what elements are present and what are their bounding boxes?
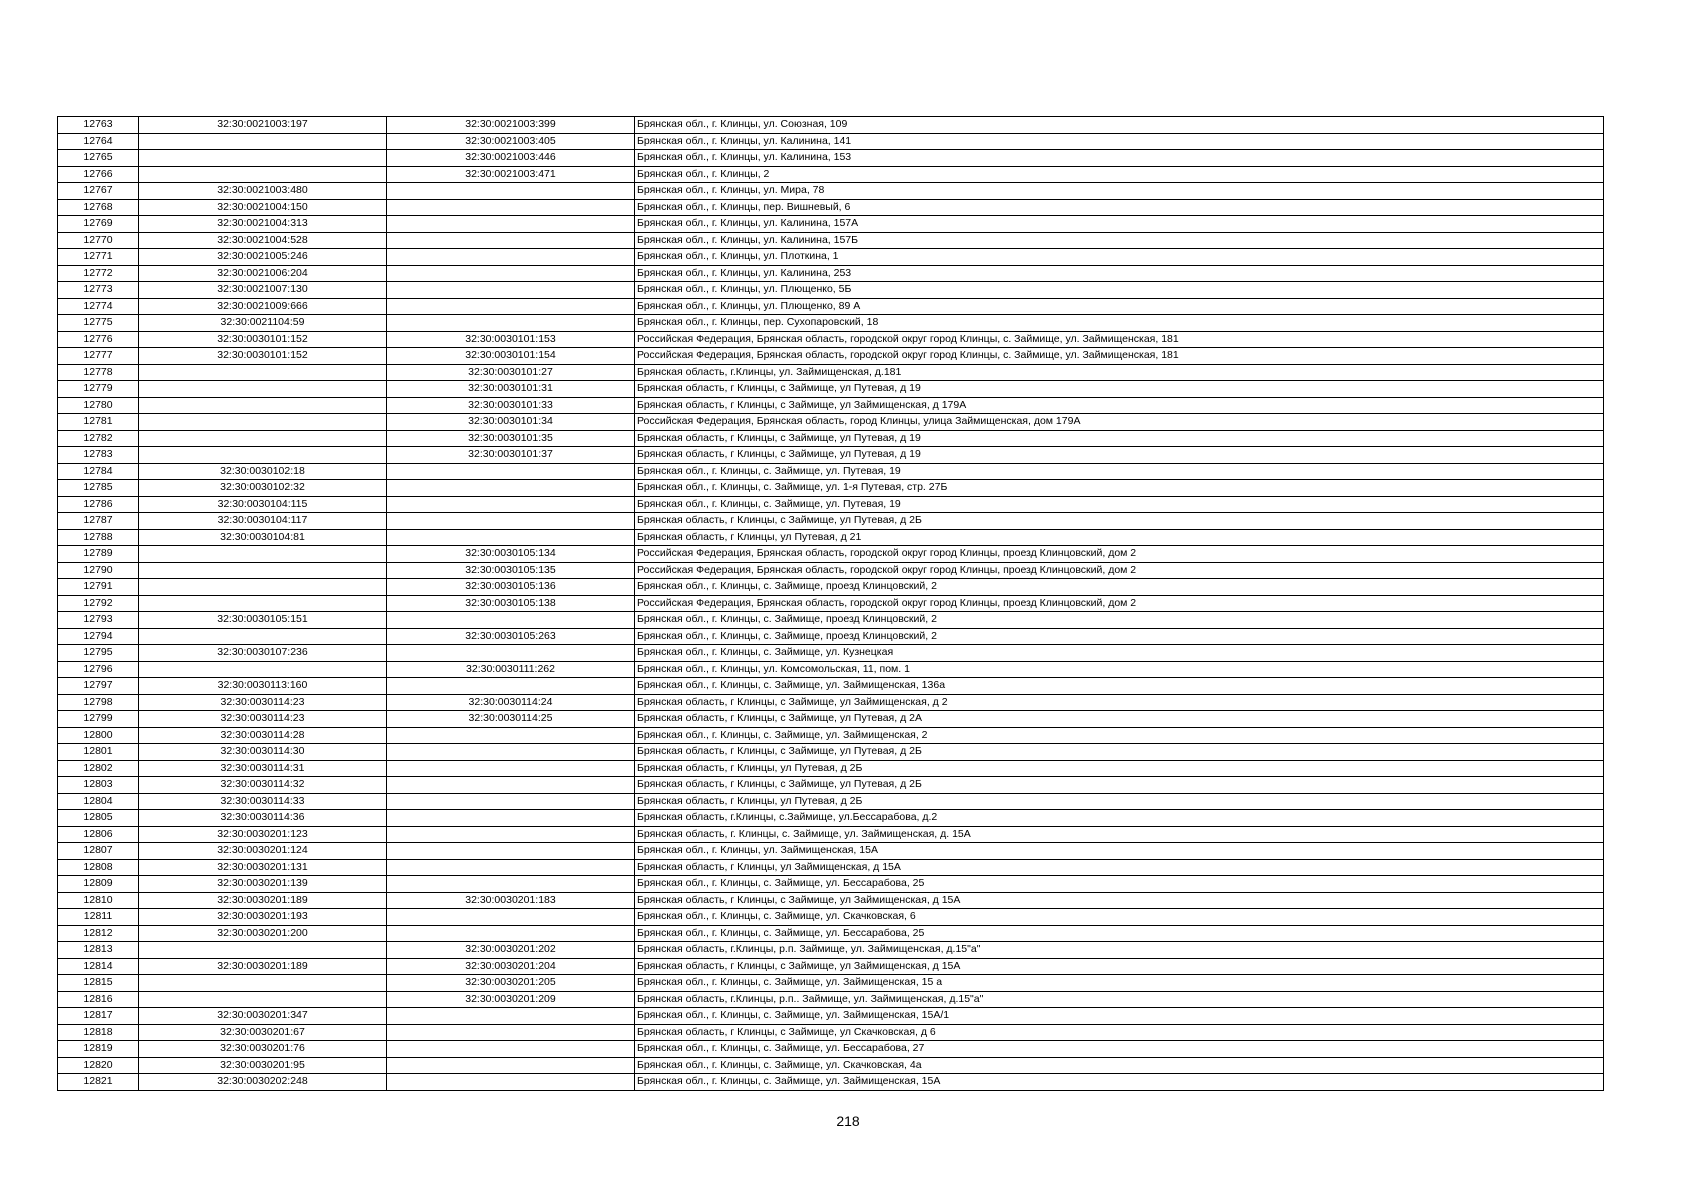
cadastral-number-cell: 32:30:0030114:30	[139, 744, 387, 761]
address-cell: Брянская обл., г. Клинцы, ул. Плющенко, 5Б	[635, 282, 1604, 299]
table-row	[58, 711, 1604, 728]
cadastral-number-cell: 32:30:0021006:204	[139, 265, 387, 282]
address-cell: Брянская обл., г. Клинцы, с. Займище, проезд Клинцовский, 2	[635, 579, 1604, 596]
object-cadastral-number-cell	[387, 760, 635, 777]
object-cadastral-number-cell: 32:30:0030201:205	[387, 975, 635, 992]
cadastral-number-cell: 32:30:0030102:32	[139, 480, 387, 497]
table-row	[58, 793, 1604, 810]
table-row	[58, 876, 1604, 893]
cadastral-number-cell: 32:30:0021003:480	[139, 183, 387, 200]
object-cadastral-number-cell: 32:30:0030101:153	[387, 331, 635, 348]
object-cadastral-number-cell	[387, 843, 635, 860]
object-cadastral-number-cell	[387, 480, 635, 497]
table-row	[58, 1057, 1604, 1074]
table-row	[58, 991, 1604, 1008]
row-number-cell: 12774	[58, 298, 139, 315]
table-row	[58, 810, 1604, 827]
object-cadastral-number-cell	[387, 298, 635, 315]
address-cell: Брянская область, г Клинцы, с Займище, ул Путевая, д 19	[635, 381, 1604, 398]
address-cell: Брянская обл., г. Клинцы, с. Займище, ул. Скачковская, 6	[635, 909, 1604, 926]
table-row	[58, 777, 1604, 794]
object-cadastral-number-cell: 32:30:0030101:35	[387, 430, 635, 447]
row-number-cell: 12801	[58, 744, 139, 761]
table-row	[58, 661, 1604, 678]
table-row	[58, 628, 1604, 645]
address-cell: Брянская обл., г. Клинцы, с. Займище, проезд Клинцовский, 2	[635, 612, 1604, 629]
address-cell: Брянская обл., г. Клинцы, с. Займище, проезд Клинцовский, 2	[635, 628, 1604, 645]
row-number-cell: 12795	[58, 645, 139, 662]
table-row	[58, 925, 1604, 942]
address-cell: Российская Федерация, Брянская область, городской округ город Клинцы, проезд Клинцовский, дом 2	[635, 562, 1604, 579]
address-cell: Российская Федерация, Брянская область, город Клинцы, улица Займищенская, дом 179А	[635, 414, 1604, 431]
row-number-cell: 12807	[58, 843, 139, 860]
address-cell: Брянская область, г Клинцы, ул Займищенская, д 15А	[635, 859, 1604, 876]
object-cadastral-number-cell	[387, 876, 635, 893]
table-row	[58, 1041, 1604, 1058]
row-number-cell: 12800	[58, 727, 139, 744]
address-cell: Российская Федерация, Брянская область, городской округ город Клинцы, проезд Клинцовский, дом 2	[635, 546, 1604, 563]
object-cadastral-number-cell: 32:30:0030111:262	[387, 661, 635, 678]
table-row	[58, 760, 1604, 777]
table-row	[58, 430, 1604, 447]
table-row	[58, 678, 1604, 695]
object-cadastral-number-cell: 32:30:0030201:204	[387, 958, 635, 975]
cadastral-number-cell: 32:30:0030114:23	[139, 694, 387, 711]
table-row	[58, 645, 1604, 662]
address-cell: Брянская область, г Клинцы, с Займище, ул Скачковская, д 6	[635, 1024, 1604, 1041]
table-row	[58, 183, 1604, 200]
register-table-body	[58, 117, 1604, 1091]
cadastral-number-cell: 32:30:0030113:160	[139, 678, 387, 695]
object-cadastral-number-cell	[387, 744, 635, 761]
table-row	[58, 166, 1604, 183]
table-row	[58, 348, 1604, 365]
object-cadastral-number-cell: 32:30:0030105:138	[387, 595, 635, 612]
row-number-cell: 12779	[58, 381, 139, 398]
address-cell: Брянская область, г.Клинцы, р.п.. Займище, ул. Займищенская, д.15"а"	[635, 991, 1604, 1008]
row-number-cell: 12785	[58, 480, 139, 497]
object-cadastral-number-cell	[387, 513, 635, 530]
cadastral-number-cell: 32:30:0021004:528	[139, 232, 387, 249]
object-cadastral-number-cell: 32:30:0030114:24	[387, 694, 635, 711]
table-row	[58, 265, 1604, 282]
object-cadastral-number-cell: 32:30:0030101:31	[387, 381, 635, 398]
cadastral-number-cell	[139, 975, 387, 992]
object-cadastral-number-cell	[387, 232, 635, 249]
row-number-cell: 12776	[58, 331, 139, 348]
table-row	[58, 216, 1604, 233]
address-cell: Брянская обл., г. Клинцы, с. Займище, ул. Кузнецкая	[635, 645, 1604, 662]
object-cadastral-number-cell	[387, 1057, 635, 1074]
row-number-cell: 12772	[58, 265, 139, 282]
table-row	[58, 579, 1604, 596]
address-cell: Брянская обл., г. Клинцы, с. Займище, ул. Займищенская, 15 а	[635, 975, 1604, 992]
address-cell: Брянская обл., г. Клинцы, ул. Калинина, 157А	[635, 216, 1604, 233]
row-number-cell: 12781	[58, 414, 139, 431]
table-row	[58, 199, 1604, 216]
cadastral-number-cell: 32:30:0030101:152	[139, 348, 387, 365]
row-number-cell: 12767	[58, 183, 139, 200]
row-number-cell: 12778	[58, 364, 139, 381]
address-cell: Брянская обл., г. Клинцы, с. Займище, ул. Бессарабова, 25	[635, 876, 1604, 893]
address-cell: Брянская область, г Клинцы, с Займище, ул Займищенская, д 2	[635, 694, 1604, 711]
address-cell: Брянская область, г Клинцы, с Займище, ул Займищенская, д 179А	[635, 397, 1604, 414]
object-cadastral-number-cell	[387, 859, 635, 876]
object-cadastral-number-cell	[387, 199, 635, 216]
table-row	[58, 1008, 1604, 1025]
cadastral-number-cell	[139, 546, 387, 563]
table-row	[58, 315, 1604, 332]
address-cell: Брянская обл., г. Клинцы, с. Займище, ул. Займищенская, 15А/1	[635, 1008, 1604, 1025]
row-number-cell: 12805	[58, 810, 139, 827]
table-row	[58, 727, 1604, 744]
address-cell: Брянская обл., г. Клинцы, с. Займище, ул. Путевая, 19	[635, 496, 1604, 513]
row-number-cell: 12799	[58, 711, 139, 728]
object-cadastral-number-cell	[387, 1008, 635, 1025]
table-row	[58, 612, 1604, 629]
address-cell: Брянская область, г Клинцы, с Займище, ул Путевая, д 2Б	[635, 513, 1604, 530]
row-number-cell: 12766	[58, 166, 139, 183]
cadastral-number-cell: 32:30:0030114:23	[139, 711, 387, 728]
object-cadastral-number-cell	[387, 909, 635, 926]
object-cadastral-number-cell	[387, 612, 635, 629]
table-row	[58, 1024, 1604, 1041]
cadastral-number-cell: 32:30:0030202:248	[139, 1074, 387, 1091]
object-cadastral-number-cell	[387, 183, 635, 200]
table-row	[58, 892, 1604, 909]
cadastral-number-cell: 32:30:0030201:123	[139, 826, 387, 843]
object-cadastral-number-cell	[387, 645, 635, 662]
cadastral-number-cell	[139, 133, 387, 150]
address-cell: Брянская обл., г. Клинцы, ул. Плоткина, 1	[635, 249, 1604, 266]
address-cell: Брянская обл., г. Клинцы, пер. Сухопаровский, 18	[635, 315, 1604, 332]
row-number-cell: 12798	[58, 694, 139, 711]
cadastral-number-cell: 32:30:0030201:76	[139, 1041, 387, 1058]
object-cadastral-number-cell	[387, 496, 635, 513]
object-cadastral-number-cell	[387, 249, 635, 266]
cadastral-number-cell: 32:30:0030104:115	[139, 496, 387, 513]
object-cadastral-number-cell	[387, 777, 635, 794]
table-row	[58, 480, 1604, 497]
object-cadastral-number-cell	[387, 826, 635, 843]
row-number-cell: 12803	[58, 777, 139, 794]
row-number-cell: 12784	[58, 463, 139, 480]
address-cell: Брянская обл., г. Клинцы, ул. Плющенко, 89 А	[635, 298, 1604, 315]
cadastral-number-cell	[139, 381, 387, 398]
address-cell: Брянская обл., г. Клинцы, с. Займище, ул. Займищенская, 2	[635, 727, 1604, 744]
table-row	[58, 546, 1604, 563]
table-row	[58, 298, 1604, 315]
table-row	[58, 447, 1604, 464]
row-number-cell: 12786	[58, 496, 139, 513]
object-cadastral-number-cell	[387, 678, 635, 695]
cadastral-number-cell	[139, 166, 387, 183]
row-number-cell: 12794	[58, 628, 139, 645]
address-cell: Брянская обл., г. Клинцы, ул. Мира, 78	[635, 183, 1604, 200]
object-cadastral-number-cell: 32:30:0030201:202	[387, 942, 635, 959]
row-number-cell: 12814	[58, 958, 139, 975]
row-number-cell: 12791	[58, 579, 139, 596]
cadastral-number-cell	[139, 942, 387, 959]
table-row	[58, 232, 1604, 249]
address-cell: Брянская область, г Клинцы, с Займище, ул Путевая, д 19	[635, 430, 1604, 447]
address-cell: Брянская обл., г. Клинцы, 2	[635, 166, 1604, 183]
address-cell: Брянская область, г Клинцы, ул Путевая, д 2Б	[635, 760, 1604, 777]
cadastral-number-cell: 32:30:0021004:150	[139, 199, 387, 216]
table-row	[58, 1074, 1604, 1091]
address-cell: Брянская обл., г. Клинцы, с. Займище, ул. Займищенская, 136а	[635, 678, 1604, 695]
table-row	[58, 463, 1604, 480]
row-number-cell: 12773	[58, 282, 139, 299]
cadastral-number-cell	[139, 595, 387, 612]
row-number-cell: 12811	[58, 909, 139, 926]
table-row	[58, 958, 1604, 975]
cadastral-number-cell	[139, 628, 387, 645]
table-row	[58, 595, 1604, 612]
object-cadastral-number-cell	[387, 925, 635, 942]
address-cell: Брянская обл., г. Клинцы, с. Займище, ул. Путевая, 19	[635, 463, 1604, 480]
cadastral-number-cell: 32:30:0030201:124	[139, 843, 387, 860]
object-cadastral-number-cell: 32:30:0021003:399	[387, 117, 635, 134]
row-number-cell: 12810	[58, 892, 139, 909]
address-cell: Брянская область, г.Клинцы, р.п. Займище, ул. Займищенская, д.15"а"	[635, 942, 1604, 959]
object-cadastral-number-cell: 32:30:0030105:134	[387, 546, 635, 563]
cadastral-number-cell: 32:30:0030107:236	[139, 645, 387, 662]
object-cadastral-number-cell: 32:30:0030114:25	[387, 711, 635, 728]
object-cadastral-number-cell: 32:30:0030101:37	[387, 447, 635, 464]
register-sheet	[57, 116, 1603, 1091]
table-row	[58, 975, 1604, 992]
cadastral-number-cell: 32:30:0030114:33	[139, 793, 387, 810]
object-cadastral-number-cell: 32:30:0030201:183	[387, 892, 635, 909]
cadastral-number-cell	[139, 447, 387, 464]
table-row	[58, 496, 1604, 513]
cadastral-number-cell	[139, 430, 387, 447]
table-row	[58, 150, 1604, 167]
row-number-cell: 12789	[58, 546, 139, 563]
address-cell: Брянская обл., г. Клинцы, ул. Калинина, 153	[635, 150, 1604, 167]
cadastral-number-cell	[139, 991, 387, 1008]
page-number: 218	[836, 1113, 860, 1129]
row-number-cell: 12821	[58, 1074, 139, 1091]
table-row	[58, 843, 1604, 860]
cadastral-number-cell: 32:30:0030201:67	[139, 1024, 387, 1041]
cadastral-number-cell: 32:30:0030101:152	[139, 331, 387, 348]
cadastral-number-cell: 32:30:0030201:139	[139, 876, 387, 893]
cadastral-number-cell: 32:30:0021004:313	[139, 216, 387, 233]
address-cell: Брянская область, г Клинцы, с Займище, ул Путевая, д 2Б	[635, 744, 1604, 761]
table-row	[58, 744, 1604, 761]
row-number-cell: 12764	[58, 133, 139, 150]
table-row	[58, 909, 1604, 926]
row-number-cell: 12797	[58, 678, 139, 695]
cadastral-number-cell: 32:30:0021007:130	[139, 282, 387, 299]
row-number-cell: 12818	[58, 1024, 139, 1041]
row-number-cell: 12777	[58, 348, 139, 365]
row-number-cell: 12809	[58, 876, 139, 893]
table-row	[58, 694, 1604, 711]
table-row	[58, 529, 1604, 546]
address-cell: Брянская область, г Клинцы, с Займище, ул Путевая, д 19	[635, 447, 1604, 464]
object-cadastral-number-cell: 32:30:0030101:154	[387, 348, 635, 365]
address-cell: Российская Федерация, Брянская область, городской округ город Клинцы, с. Займище, ул. Займищенская, 181	[635, 331, 1604, 348]
address-cell: Брянская обл., г. Клинцы, ул. Калинина, 141	[635, 133, 1604, 150]
table-row	[58, 381, 1604, 398]
object-cadastral-number-cell	[387, 265, 635, 282]
object-cadastral-number-cell	[387, 463, 635, 480]
cadastral-number-cell	[139, 150, 387, 167]
object-cadastral-number-cell	[387, 1024, 635, 1041]
table-row	[58, 364, 1604, 381]
address-cell: Брянская область, г Клинцы, с Займище, ул Путевая, д 2А	[635, 711, 1604, 728]
register-table	[57, 116, 1604, 1091]
address-cell: Брянская обл., г. Клинцы, ул. Калинина, 253	[635, 265, 1604, 282]
row-number-cell: 12769	[58, 216, 139, 233]
cadastral-number-cell	[139, 397, 387, 414]
table-row	[58, 282, 1604, 299]
table-row	[58, 117, 1604, 134]
cadastral-number-cell	[139, 562, 387, 579]
cadastral-number-cell: 32:30:0030104:117	[139, 513, 387, 530]
object-cadastral-number-cell: 32:30:0030105:263	[387, 628, 635, 645]
cadastral-number-cell: 32:30:0030201:189	[139, 892, 387, 909]
address-cell: Брянская область, г Клинцы, ул Путевая, д 2Б	[635, 793, 1604, 810]
row-number-cell: 12812	[58, 925, 139, 942]
row-number-cell: 12783	[58, 447, 139, 464]
cadastral-number-cell: 32:30:0030105:151	[139, 612, 387, 629]
row-number-cell: 12787	[58, 513, 139, 530]
object-cadastral-number-cell	[387, 1041, 635, 1058]
cadastral-number-cell: 32:30:0030201:131	[139, 859, 387, 876]
address-cell: Брянская область, г Клинцы, с Займище, ул Путевая, д 2Б	[635, 777, 1604, 794]
row-number-cell: 12770	[58, 232, 139, 249]
table-row	[58, 414, 1604, 431]
object-cadastral-number-cell	[387, 810, 635, 827]
address-cell: Брянская обл., г. Клинцы, с. Займище, ул. Бессарабова, 27	[635, 1041, 1604, 1058]
address-cell: Брянская обл., г. Клинцы, ул. Союзная, 109	[635, 117, 1604, 134]
object-cadastral-number-cell	[387, 529, 635, 546]
cadastral-number-cell: 32:30:0030114:36	[139, 810, 387, 827]
row-number-cell: 12808	[58, 859, 139, 876]
cadastral-number-cell: 32:30:0030201:347	[139, 1008, 387, 1025]
table-row	[58, 133, 1604, 150]
cadastral-number-cell	[139, 661, 387, 678]
object-cadastral-number-cell: 32:30:0021003:471	[387, 166, 635, 183]
cadastral-number-cell: 32:30:0030114:28	[139, 727, 387, 744]
address-cell: Брянская область, г. Клинцы, с. Займище, ул. Займищенская, д. 15А	[635, 826, 1604, 843]
table-row	[58, 942, 1604, 959]
row-number-cell: 12790	[58, 562, 139, 579]
address-cell: Брянская обл., г. Клинцы, с. Займище, ул. Скачковская, 4а	[635, 1057, 1604, 1074]
table-row	[58, 397, 1604, 414]
row-number-cell: 12820	[58, 1057, 139, 1074]
row-number-cell: 12804	[58, 793, 139, 810]
address-cell: Брянская область, г Клинцы, с Займище, ул Займищенская, д 15А	[635, 892, 1604, 909]
object-cadastral-number-cell: 32:30:0030201:209	[387, 991, 635, 1008]
cadastral-number-cell: 32:30:0021003:197	[139, 117, 387, 134]
row-number-cell: 12816	[58, 991, 139, 1008]
cadastral-number-cell: 32:30:0030201:193	[139, 909, 387, 926]
object-cadastral-number-cell: 32:30:0030101:27	[387, 364, 635, 381]
row-number-cell: 12796	[58, 661, 139, 678]
row-number-cell: 12768	[58, 199, 139, 216]
cadastral-number-cell: 32:30:0030114:31	[139, 760, 387, 777]
cadastral-number-cell: 32:30:0030201:95	[139, 1057, 387, 1074]
object-cadastral-number-cell: 32:30:0021003:446	[387, 150, 635, 167]
table-row	[58, 826, 1604, 843]
cadastral-number-cell: 32:30:0021005:246	[139, 249, 387, 266]
object-cadastral-number-cell	[387, 727, 635, 744]
address-cell: Российская Федерация, Брянская область, городской округ город Клинцы, проезд Клинцовский, дом 2	[635, 595, 1604, 612]
address-cell: Брянская обл., г. Клинцы, с. Займище, ул. Бессарабова, 25	[635, 925, 1604, 942]
address-cell: Брянская обл., г. Клинцы, с. Займище, ул. Займищенская, 15А	[635, 1074, 1604, 1091]
cadastral-number-cell: 32:30:0030102:18	[139, 463, 387, 480]
cadastral-number-cell: 32:30:0030104:81	[139, 529, 387, 546]
object-cadastral-number-cell: 32:30:0030105:135	[387, 562, 635, 579]
cadastral-number-cell: 32:30:0030201:189	[139, 958, 387, 975]
row-number-cell: 12775	[58, 315, 139, 332]
object-cadastral-number-cell	[387, 793, 635, 810]
row-number-cell: 12817	[58, 1008, 139, 1025]
object-cadastral-number-cell: 32:30:0030105:136	[387, 579, 635, 596]
row-number-cell: 12793	[58, 612, 139, 629]
table-row	[58, 331, 1604, 348]
address-cell: Брянская область, г.Клинцы, с.Займище, ул.Бессарабова, д.2	[635, 810, 1604, 827]
row-number-cell: 12813	[58, 942, 139, 959]
row-number-cell: 12815	[58, 975, 139, 992]
address-cell: Брянская обл., г. Клинцы, ул. Калинина, 157Б	[635, 232, 1604, 249]
object-cadastral-number-cell	[387, 282, 635, 299]
address-cell: Брянская обл., г. Клинцы, с. Займище, ул. 1-я Путевая, стр. 27Б	[635, 480, 1604, 497]
row-number-cell: 12765	[58, 150, 139, 167]
object-cadastral-number-cell	[387, 216, 635, 233]
row-number-cell: 12806	[58, 826, 139, 843]
address-cell: Российская Федерация, Брянская область, городской округ город Клинцы, с. Займище, ул. Займищенская, 181	[635, 348, 1604, 365]
object-cadastral-number-cell: 32:30:0030101:33	[387, 397, 635, 414]
row-number-cell: 12782	[58, 430, 139, 447]
table-row	[58, 859, 1604, 876]
cadastral-number-cell	[139, 579, 387, 596]
object-cadastral-number-cell: 32:30:0021003:405	[387, 133, 635, 150]
cadastral-number-cell: 32:30:0030114:32	[139, 777, 387, 794]
row-number-cell: 12771	[58, 249, 139, 266]
address-cell: Брянская область, г Клинцы, ул Путевая, д 21	[635, 529, 1604, 546]
cadastral-number-cell	[139, 364, 387, 381]
cadastral-number-cell: 32:30:0030201:200	[139, 925, 387, 942]
address-cell: Брянская обл., г. Клинцы, ул. Займищенская, 15А	[635, 843, 1604, 860]
table-row	[58, 513, 1604, 530]
table-row	[58, 562, 1604, 579]
address-cell: Брянская область, г Клинцы, с Займище, ул Займищенская, д 15А	[635, 958, 1604, 975]
cadastral-number-cell	[139, 414, 387, 431]
row-number-cell: 12763	[58, 117, 139, 134]
cadastral-number-cell: 32:30:0021009:666	[139, 298, 387, 315]
table-row	[58, 249, 1604, 266]
address-cell: Брянская область, г.Клинцы, ул. Займищенская, д.181	[635, 364, 1604, 381]
cadastral-number-cell: 32:30:0021104:59	[139, 315, 387, 332]
object-cadastral-number-cell	[387, 1074, 635, 1091]
address-cell: Брянская обл., г. Клинцы, ул. Комсомольская, 11, пом. 1	[635, 661, 1604, 678]
row-number-cell: 12802	[58, 760, 139, 777]
object-cadastral-number-cell: 32:30:0030101:34	[387, 414, 635, 431]
object-cadastral-number-cell	[387, 315, 635, 332]
row-number-cell: 12792	[58, 595, 139, 612]
row-number-cell: 12780	[58, 397, 139, 414]
address-cell: Брянская обл., г. Клинцы, пер. Вишневый, 6	[635, 199, 1604, 216]
row-number-cell: 12788	[58, 529, 139, 546]
row-number-cell: 12819	[58, 1041, 139, 1058]
